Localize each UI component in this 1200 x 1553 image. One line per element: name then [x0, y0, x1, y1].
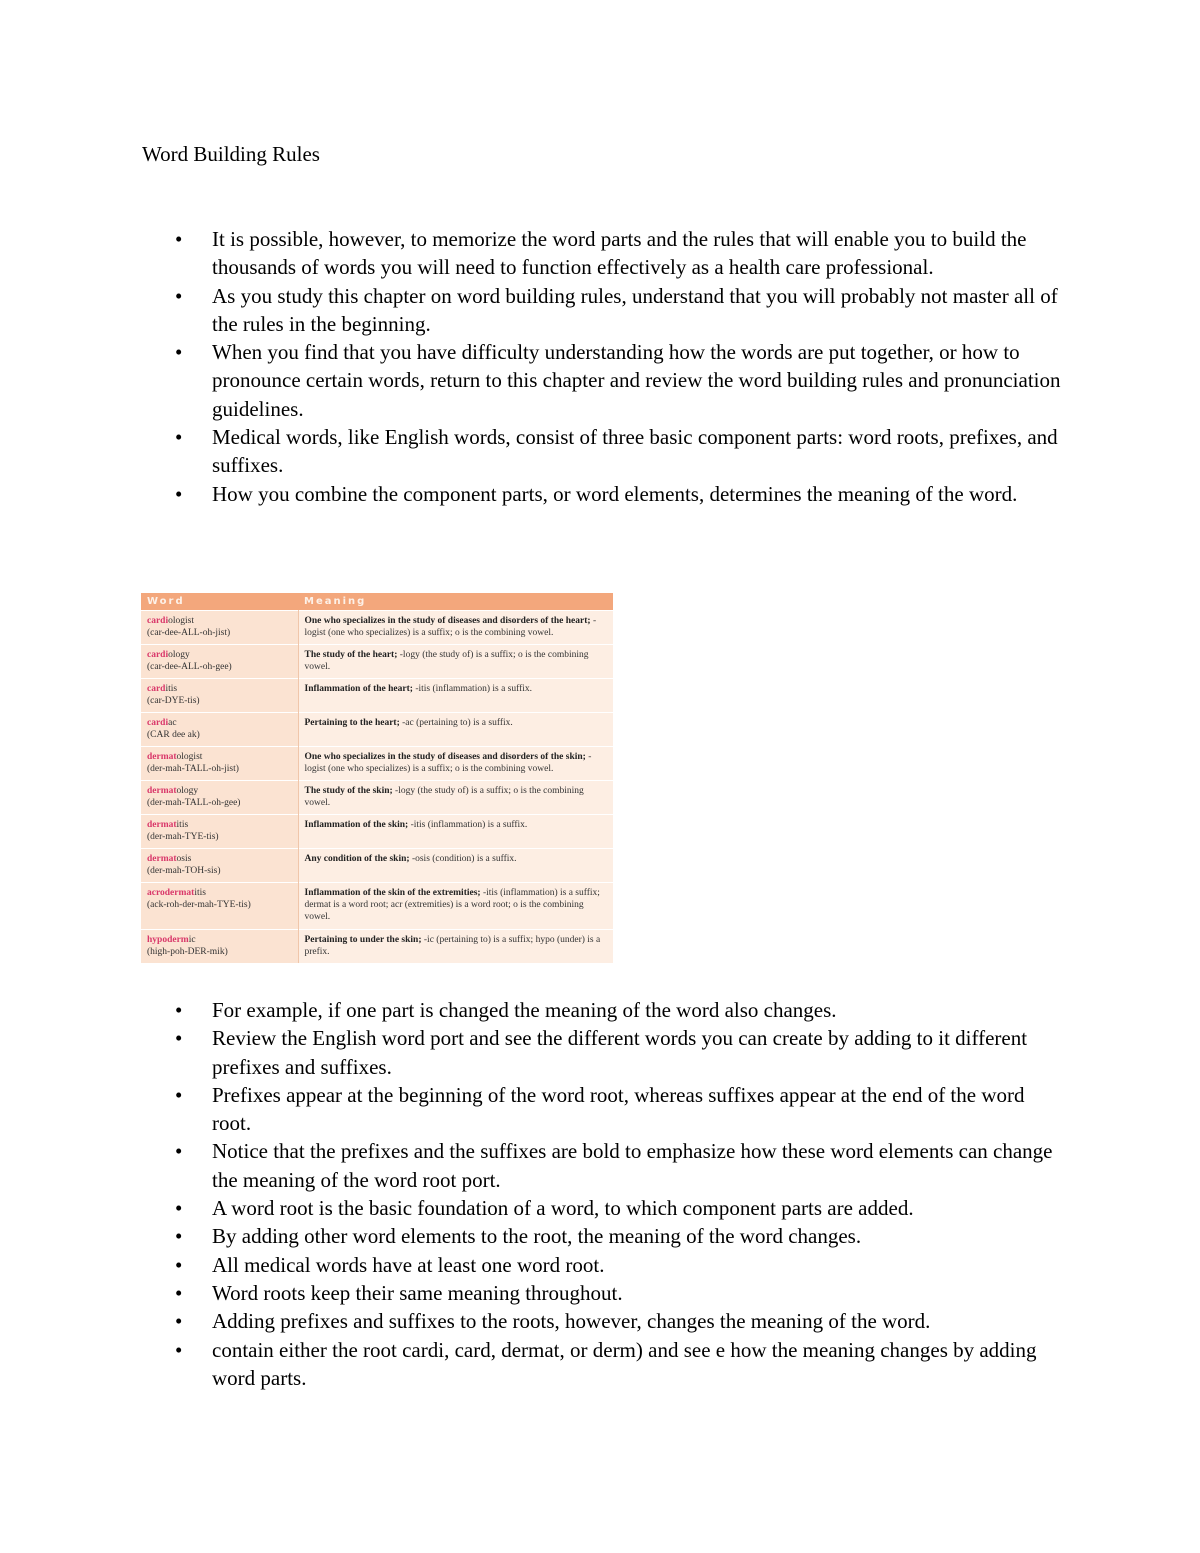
table-row [141, 645, 613, 679]
term [147, 649, 292, 661]
term-root: cardi [147, 616, 169, 626]
word-cell [141, 781, 298, 815]
term-suffix: itis [165, 684, 178, 695]
word-cell [141, 929, 298, 963]
list-item: • By adding other word elements to the root, the meaning of the word changes. [142, 1222, 1062, 1250]
term-root: cardi [147, 718, 169, 729]
list-item: • When you find that you have difficulty understanding how the words are put together, or how to pronounce certain words, return to this chapter and review the word building rules and pronunciation guidelines. [142, 338, 1062, 423]
meaning-explanation: -osis (condition) is a suffix. [409, 854, 517, 865]
pronunciation: (ack-roh-der-mah-TYE-tis) [147, 900, 251, 911]
pronunciation: (car-dee-ALL-oh-jist) [147, 628, 231, 638]
term-root: dermat [147, 752, 177, 763]
term-suffix: osis [176, 854, 192, 865]
table-row [141, 929, 613, 963]
meaning-definition: Any condition of the skin; [304, 854, 410, 865]
word-cell [141, 679, 298, 713]
meaning-explanation: -itis (inflammation) is a suffix. [408, 820, 528, 831]
list-item: • How you combine the component parts, or word elements, determines the meaning of the word. [142, 480, 1062, 508]
term-suffix: ac [168, 718, 177, 729]
list-item: • It is possible, however, to memorize the word parts and the rules that will enable you to build the thousands of words you will need to function effectively as a health care professional. [142, 225, 1062, 282]
pronunciation: (der-mah-TYE-tis) [147, 832, 219, 843]
list-item: • Review the English word port and see the different words you can create by adding to it different prefixes and suffixes. [142, 1024, 1062, 1081]
table-row [141, 781, 613, 815]
term [147, 615, 292, 627]
list-item: • Medical words, like English words, consist of three basic component parts: word roots, prefixes, and suffixes. [142, 423, 1062, 480]
term [147, 751, 292, 763]
meaning-cell [298, 713, 613, 747]
term-suffix: ic [188, 934, 196, 945]
meaning-definition: The study of the heart; [304, 650, 398, 661]
table-row [141, 747, 613, 781]
pronunciation: (CAR dee ak) [147, 730, 200, 741]
meaning-explanation: -logy (the study of) is a suffix; o is the combining vowel. [304, 786, 584, 809]
meaning-cell [298, 883, 613, 930]
term-root: derm [167, 934, 189, 945]
table-row [141, 849, 613, 883]
meaning-definition: Inflammation of the skin; [304, 820, 409, 831]
list-item: • Notice that the prefixes and the suffixes are bold to emphasize how these word elements can change the meaning of the word root port. [142, 1137, 1062, 1194]
word-cell [141, 713, 298, 747]
meaning-cell [298, 781, 613, 815]
pronunciation: (der-mah-TOH-sis) [147, 866, 221, 877]
table-row [141, 679, 613, 713]
meaning-definition: Inflammation of the heart; [304, 684, 413, 695]
list-item: • As you study this chapter on word building rules, understand that you will probably not master all of the rules in the beginning. [142, 282, 1062, 339]
bullet-list-intro [142, 225, 1062, 508]
term-root: cardi [147, 650, 169, 661]
term [147, 819, 292, 831]
meaning-definition: One who specializes in the study of diseases and disorders of the heart; [304, 616, 591, 626]
pronunciation: (car-dee-ALL-oh-gee) [147, 662, 232, 673]
term [147, 717, 292, 729]
table-row [141, 611, 613, 645]
term-prefix: acro [147, 888, 165, 899]
meaning-cell [298, 747, 613, 781]
table-row [141, 815, 613, 849]
meaning-explanation: -itis (inflammation) is a suffix; dermat is a word root; acr (extremities) is a word root; o is the combining vowel. [304, 888, 600, 923]
word-cell [141, 611, 298, 645]
word-cell [141, 645, 298, 679]
word-cell [141, 849, 298, 883]
term-suffix: ologist [176, 752, 203, 763]
term-suffix: itis [194, 888, 206, 899]
meaning-explanation: -logy (the study of) is a suffix; o is the combining vowel. [304, 650, 589, 673]
meaning-cell [298, 645, 613, 679]
header-word: Word [141, 593, 298, 611]
term-suffix: ology [176, 786, 199, 797]
list-item: • contain either the root cardi, card, dermat, or derm) and see e how the meaning changes by adding word parts. [142, 1336, 1062, 1393]
pronunciation: (car-DYE-tis) [147, 696, 200, 707]
term-root: card [147, 684, 166, 695]
word-cell [141, 815, 298, 849]
term-root: dermat [147, 854, 177, 865]
meaning-cell [298, 849, 613, 883]
meaning-cell [298, 815, 613, 849]
meaning-explanation: -logist (one who specializes) is a suffix; o is the combining vowel. [304, 752, 592, 775]
term [147, 683, 292, 695]
table-header-row [141, 593, 613, 611]
meaning-explanation: -ic (pertaining to) is a suffix; hypo (under) is a prefix. [304, 934, 601, 957]
term [147, 853, 292, 865]
meaning-cell [298, 611, 613, 645]
meaning-cell [298, 929, 613, 963]
bullet-list-details [142, 996, 1062, 1392]
term-root: dermat [164, 888, 195, 899]
term-suffix: ology [168, 650, 190, 661]
meaning-cell [298, 679, 613, 713]
list-item: • Prefixes appear at the beginning of the word root, whereas suffixes appear at the end of the word root. [142, 1081, 1062, 1138]
term-root: dermat [147, 820, 177, 831]
term-root: dermat [147, 786, 177, 797]
meaning-explanation: -ac (pertaining to) is a suffix. [399, 718, 513, 729]
meaning-definition: Pertaining to the heart; [304, 718, 400, 729]
term [147, 887, 292, 899]
term-prefix: hypo [147, 934, 168, 945]
header-meaning: Meaning [298, 593, 613, 611]
pronunciation: (der-mah-TALL-oh-gee) [147, 798, 241, 809]
list-item: • Adding prefixes and suffixes to the roots, however, changes the meaning of the word. [142, 1307, 1062, 1335]
table-row [141, 713, 613, 747]
word-cell [141, 747, 298, 781]
meaning-definition: One who specializes in the study of diseases and disorders of the skin; [304, 752, 586, 763]
pronunciation: (high-poh-DER-mik) [147, 946, 228, 957]
word-cell [141, 883, 298, 930]
table-body [141, 611, 613, 964]
page-title: Word Building Rules [142, 142, 320, 166]
table-row [141, 883, 613, 930]
list-item: • All medical words have at least one word root. [142, 1251, 1062, 1279]
meaning-explanation: -logist (one who specializes) is a suffix; o is the combining vowel. [304, 616, 597, 638]
term-suffix: itis [176, 820, 189, 831]
list-item: • For example, if one part is changed the meaning of the word also changes. [142, 996, 1062, 1024]
word-meaning-table [141, 593, 613, 963]
term-suffix: ologist [168, 616, 194, 626]
pronunciation: (der-mah-TALL-oh-jist) [147, 764, 239, 775]
list-item: • Word roots keep their same meaning throughout. [142, 1279, 1062, 1307]
meaning-definition: The study of the skin; [304, 786, 393, 797]
term [147, 934, 292, 946]
list-item: • A word root is the basic foundation of a word, to which component parts are added. [142, 1194, 1062, 1222]
meaning-definition: Pertaining to under the skin; [304, 934, 422, 945]
term [147, 785, 292, 797]
meaning-definition: Inflammation of the skin of the extremities; [304, 888, 481, 899]
meaning-explanation: -itis (inflammation) is a suffix. [412, 684, 533, 695]
